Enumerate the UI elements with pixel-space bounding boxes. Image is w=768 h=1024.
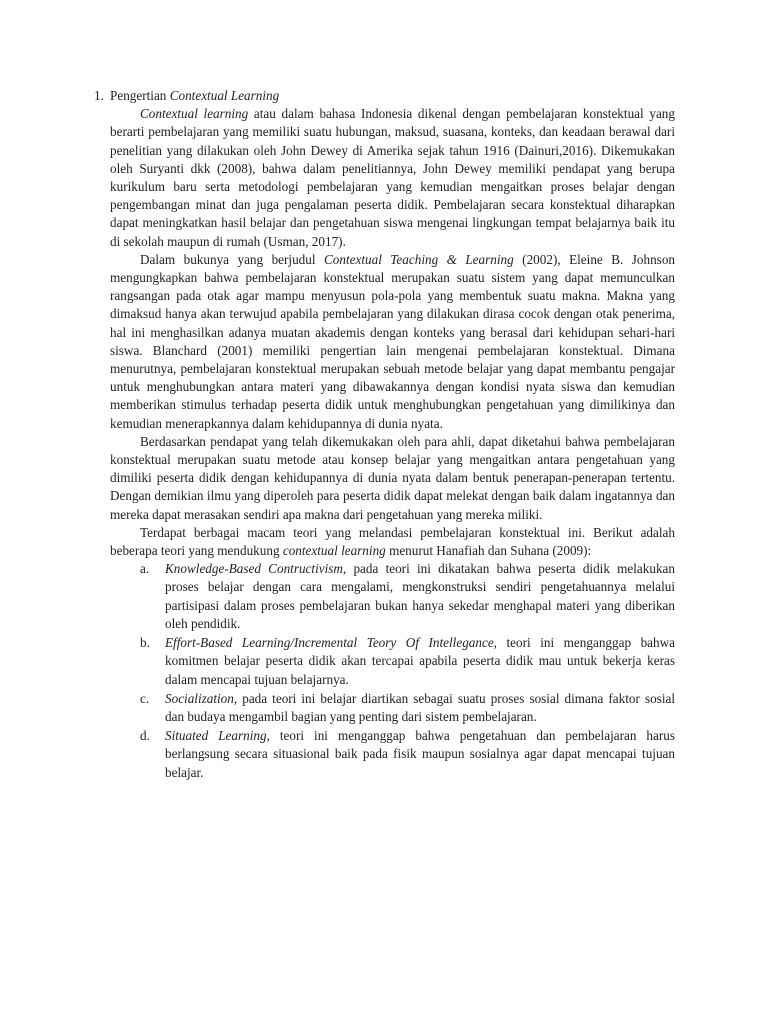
paragraph-definition — [110, 105, 675, 251]
section-body — [83, 105, 675, 782]
list-item — [140, 634, 675, 689]
paragraph-text: Berdasarkan pendapat yang telah dikemukakan oleh para ahli, dapat diketahui bahwa pembelajaran konstektual merupakan suatu metode atau konsep belajar yang mengaitkan antara pengetahuan yang dimiliki peserta didik dengan kehidupannya di dunia nyata dalam bentuk penerapan-penerapan tertentu. Dengan demikian ilmu yang diperoleh para peserta didik dapat melekat dengan baik dalam ingatannya dan mereka dapat merasakan sendiri apa makna dari pengetahuan yang mereka miliki. — [110, 433, 675, 522]
paragraph-book-title: Contextual Teaching & Learning — [323, 251, 514, 267]
section-title-prefix: Pengertian — [110, 88, 170, 103]
list-marker: d. — [140, 728, 150, 744]
theory-name: Effort-Based Learning/Incremental Teory Of Intellegance, — [165, 635, 497, 651]
section-heading — [83, 87, 675, 105]
paragraph-johnson — [110, 251, 675, 433]
theory-name: Socialization, — [165, 690, 238, 706]
section-number: 1. — [94, 88, 104, 103]
theory-text: teori ini menganggap bahwa komitmen belajar peserta didik akan tercapai apabila peserta didik mau untuk bekerja keras dalam mencapai tujuan belajarnya. — [165, 635, 675, 687]
theory-list — [110, 560, 675, 781]
list-marker: b. — [140, 635, 150, 651]
theory-name: Situated Learning, — [165, 728, 270, 744]
theory-text: pada teori ini belajar diartikan sebagai suatu proses sosial dimana faktor sosial dan budaya mengambil bagian yang penting dari sistem pembelajaran. — [165, 690, 675, 724]
theory-text: , pada teori ini dikatakan bahwa peserta didik melakukan proses belajar dengan cara mengalami, mengkonstruksi sendiri pengetahuannya melalui partisipasi dalam proses pembelajaran bukan hanya sekedar menghapal materi yang diberikan oleh pendidik. — [165, 561, 676, 631]
paragraph-theories-intro — [110, 524, 675, 560]
theory-text: teori ini menganggap bahwa pengetahuan dan pembelajaran harus berlangsung secara situasional baik pada fisik maupun sosialnya agar dapat mencapai tujuan belajar. — [165, 728, 675, 780]
paragraph-text-after: menurut Hanafiah dan Suhana (2009): — [385, 543, 592, 559]
list-item — [140, 690, 675, 726]
paragraph-lead-italic: Contextual learning — [140, 106, 249, 122]
paragraph-conclusion — [110, 433, 675, 524]
list-item — [140, 560, 676, 633]
list-marker: c. — [140, 690, 150, 706]
paragraph-italic-term: contextual learning — [282, 543, 386, 559]
list-marker: a. — [140, 561, 150, 577]
theory-name: Knowledge-Based Contructivism — [165, 561, 343, 577]
list-item — [140, 727, 675, 782]
paragraph-text: atau dalam bahasa Indonesia dikenal dengan pembelajaran konstektual yang berarti pembelajaran yang memiliki suatu hubungan, maksud, suasana, konteks, dan keadaan berawal dari penelitian yang dilakukan oleh John Dewey di Amerika sejak tahun 1916 (Dainuri,2016). Dikemukakan oleh Suryanti dkk (2008), bahwa dalam penelitiannya, John Dewey memiliki pendapat yang berupa kurikulum baru serta metodologi pembelajaran yang kemudian mengaitkan proses belajar dengan pengembangan minat dan juga pengalaman peserta didik. Pembelajaran secara konstektual diharapkan dapat meningkatkan hasil belajar dan pengetahuan siswa mengenai lingkungan tempat belajarnya baik itu di sekolah maupun di rumah (Usman, 2017). — [110, 106, 675, 249]
paragraph-text-before: Dalam bukunya yang berjudul — [140, 251, 324, 267]
paragraph-text-before: Terdapat berbagai macam teori yang melandasi pembelajaran konstektual ini. Berikut adalah beberapa teori yang mendukung — [110, 524, 675, 559]
section-title-italic: Contextual Learning — [169, 88, 280, 103]
paragraph-text-after: (2002), Eleine B. Johnson mengungkapkan bahwa pembelajaran konstektual merupakan suatu sistem yang dapat memunculkan rangsangan pada otak agar mampu menyusun pola-pola yang membentuk suatu makna. Makna yang dimaksud hanya akan terwujud apabila pembelajaran yang dilakukan dirasa cocok dengan otak penerima, hal ini menghasilkan adanya muatan akademis dengan konteks yang berasal dari kehidupan sehari-hari siswa. Blanchard (2001) memiliki pengertian lain mengenai pembelajaran konstektual. Dimana menurutnya, pembelajaran konstektual merupakan sebuah metode belajar yang dapat membantu pengajar untuk menghubungkan antara materi yang dibawakannya dengan kondisi nyata siswa dan kemudian memberikan stimulus terhadap peserta didik untuk menghubungkan pengetahuan yang dimilikinya dan kemudian menerapkannya dalam kehidupannya di dunia nyata. — [110, 251, 676, 431]
document-page — [83, 87, 675, 783]
